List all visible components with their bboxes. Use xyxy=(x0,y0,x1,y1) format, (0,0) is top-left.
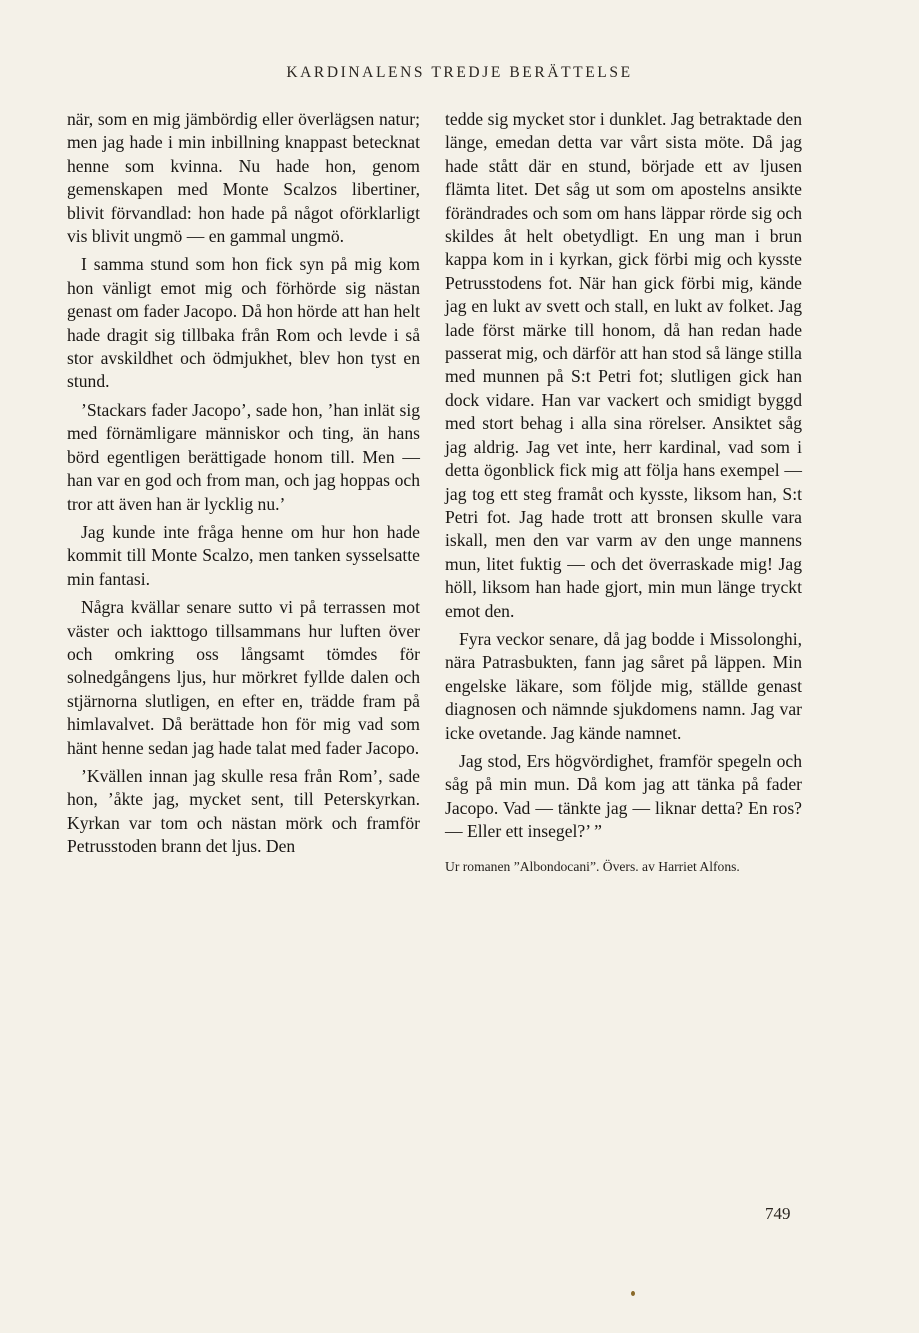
paragraph: ’Kvällen innan jag skulle resa från Rom’, sade hon, ’åkte jag, mycket sent, till Peterskyrkan. Kyrkan var tom och nästan mörk och framför Petrusstoden brann det ljus. Den xyxy=(67,765,420,857)
right-column xyxy=(445,108,802,876)
paragraph: när, som en mig jämbördig eller överlägsen natur; men jag hade i min inbillning knappast betecknat henne som kvinna. Nu hade hon, genom gemenskapen med Monte Scalzos libertiner, blivit förvandlad: hon hade på något oförklarligt vis blivit ungmö — en gammal ungmö. xyxy=(67,109,420,247)
paragraph: ’Stackars fader Jacopo’, sade hon, ’han inlät sig med förnämligare människor och ting, än hans börd egentligen berättigade honom till. Men — han var en god och from man, och jag hoppas och tror att även han är lycklig nu.’ xyxy=(67,399,420,514)
paragraph: Några kvällar senare sutto vi på terrassen mot väster och iakttogo tillsammans hur luften över och omkring oss långsamt tömdes för solnedgångens ljus, hur mörkret fyllde dalen och stjärnorna slutligen, en efter en, trädde fram på himlavalvet. Då berättade hon för mig vad som hänt henne sedan jag hade talat med fader Jacopo. xyxy=(67,597,420,758)
left-column xyxy=(67,108,420,864)
paragraph: tedde sig mycket stor i dunklet. Jag betraktade den länge, emedan detta var vårt sista möte. Då jag hade stått där en stund, började ett av ljusen flämta litet. Det såg ut som om apostelns ansikte förändrades och som om hans läppar rörde sig och skildes åt helt obetydligt. En ung man i brun kappa kom in i kyrkan, gick förbi mig och kysste Petrusstodens fot. När han gick förbi mig, kände jag en lukt av svett och stall, en lukt av folket. Jag lade först märke till honom, då han redan hade passerat mig, och därför att han stod så länge stilla med munnen på S:t Petri fot; slutligen gick han dock vidare. Han var vackert och smidigt byggd med stort behag i alla sina rörelser. Ansiktet såg jag aldrig. Jag vet inte, herr kardinal, vad som i detta ögonblick fick mig att följa hans exempel — jag tog ett steg framåt och kysste, liksom han, S:t Petri fot. Jag hade trott att bronsen skulle vara iskall, men den var varm av den unge mannens mun, litet fuktig — och det överraskade mig! Jag höll, liksom han hade gjort, min mun länge tryckt emot den. xyxy=(445,109,802,621)
running-head: KARDINALENS TREDJE BERÄTTELSE xyxy=(286,64,633,81)
paragraph: Fyra veckor senare, då jag bodde i Missolonghi, nära Patrasbukten, fann jag såret på läppen. Min engelske läkare, som följde mig, ställde genast diagnosen och nämnde sjukdomens namn. Jag var icke ovetande. Jag kände namnet. xyxy=(445,628,802,743)
paper-speck xyxy=(631,1291,635,1296)
source-note: Ur romanen ”Albondocani”. Övers. av Harriet Alfons. xyxy=(445,858,740,874)
page-number: 749 xyxy=(765,1204,791,1223)
paragraph: I samma stund som hon fick syn på mig kom hon vänligt emot mig och förhörde sig nästan genast om fader Jacopo. Då hon hörde att han helt hade dragit sig tillbaka från Rom och levde i så stor avskildhet och ödmjukhet, blev hon tyst en stund. xyxy=(67,254,420,392)
paragraph: Jag kunde inte fråga henne om hur hon hade kommit till Monte Scalzo, men tanken sysselsatte min fantasi. xyxy=(67,521,420,589)
paragraph: Jag stod, Ers högvördighet, framför spegeln och såg på min mun. Då kom jag att tänka på fader Jacopo. Vad — tänkte jag — liknar detta? En ros? — Eller ett insegel?’ ” xyxy=(445,750,802,842)
